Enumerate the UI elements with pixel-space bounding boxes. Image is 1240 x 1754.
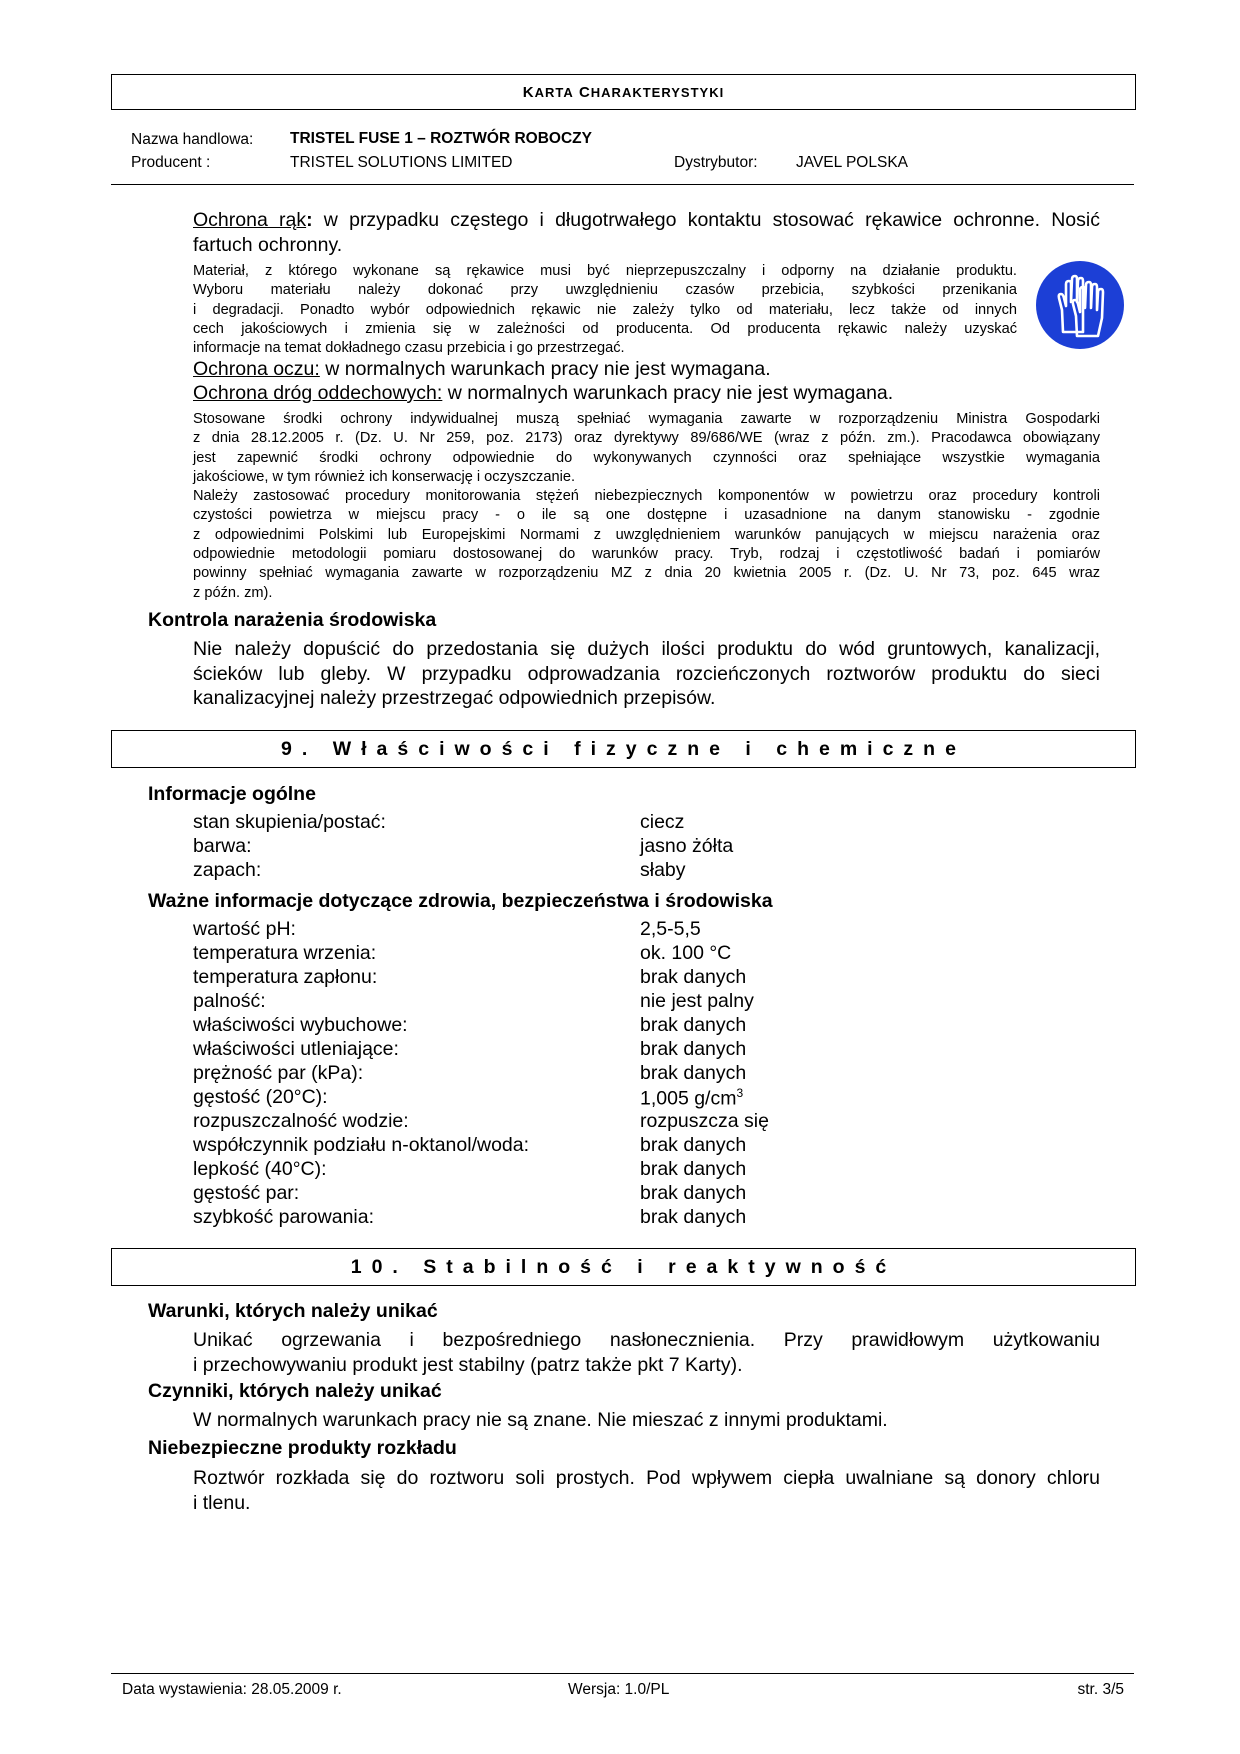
title-arta: ARTA (534, 84, 574, 100)
footer-divider (111, 1673, 1134, 1674)
glove-note-line: Materiał, z którego wykonane są rękawice musi być nieprzepuszczalny i odporny na działanie produktu. (193, 263, 1017, 279)
respiratory-protection-line (193, 381, 893, 406)
property-value-text: słaby (640, 859, 686, 881)
ppe-note-line: z dnia 28.12.2005 r. (Dz. U. Nr 259, poz. 2173) oraz dyrektywy 89/686/WE (wraz z późn. zm.). Pracodawca obowiązany (193, 430, 1100, 447)
monitoring-note-line: odpowiednie metodologii pomiaru dostosowanej do warunków pracy. Tryb, rodzaj i częstotliwość badań i pomiarów (193, 546, 1100, 563)
property-label: szybkość parowania: (193, 1206, 375, 1228)
property-value-text: brak danych (640, 1182, 747, 1204)
distributor-value: JAVEL POLSKA (796, 154, 908, 171)
avoid-conditions-line: i przechowywaniu produkt jest stabilny (patrz także pkt 7 Karty). (193, 1353, 743, 1376)
property-value-superscript: 3 (736, 1086, 744, 1100)
property-value (640, 811, 684, 834)
property-label: gęstość par: (193, 1182, 300, 1204)
property-label: wartość pH: (193, 918, 296, 940)
property-label: rozpuszczalność wodzie: (193, 1110, 409, 1132)
glove-note-line: i degradacji. Ponadto wybór odpowiednich rękawic nie zależy tylko od materiału, lecz także od innych (193, 301, 1017, 318)
ppe-note-line: Stosowane środki ochrony indywidualnej muszą spełniać wymagania zawarte w rozporządzeniu Ministra Gospodarki (193, 411, 1100, 427)
property-value (640, 966, 746, 989)
env-control-paragraph (193, 637, 1100, 711)
producer-label: Producent : (131, 154, 211, 171)
property-value (640, 1062, 746, 1085)
title-k: K (522, 83, 535, 101)
property-label: temperatura wrzenia: (193, 942, 377, 964)
property-value-text: brak danych (640, 1062, 747, 1084)
property-value (640, 942, 731, 965)
decomposition-line: Roztwór rozkłada się do roztworu soli prostych. Pod wpływem ciepła uwalniane są donory chloru (193, 1467, 1100, 1489)
property-label: palność: (193, 990, 266, 1012)
property-value-text: jasno żółta (640, 835, 734, 857)
monitoring-note-line: z późn. zm). (193, 584, 273, 601)
env-control-line: ścieków lub gleby. W przypadku odprowadzania rozcieńczonych roztworów produktu do sieci (193, 662, 1100, 685)
issue-date: Data wystawienia: 28.05.2009 r. (122, 1681, 342, 1698)
eye-protection-label: Ochrona oczu: (193, 358, 320, 380)
property-value-text: brak danych (640, 1134, 747, 1156)
distributor-label: Dystrybutor: (674, 154, 758, 171)
ppe-regulation-note (193, 410, 1100, 603)
property-label: temperatura zapłonu: (193, 966, 378, 988)
header-divider (111, 184, 1134, 185)
property-label: barwa: (193, 835, 252, 857)
property-value (640, 1158, 746, 1181)
property-label: zapach: (193, 859, 262, 881)
hand-protection-colon: : (306, 209, 313, 231)
avoid-agents-text: W normalnych warunkach pracy nie są znane. Nie mieszać z innymi produktami. (193, 1409, 888, 1431)
glove-note-line: cech jakościowych i zmienia się w zależności od producenta. Od producenta rękawic należy uzyskać (193, 320, 1017, 337)
env-control-heading: Kontrola narażenia środowiska (148, 609, 437, 631)
property-value (640, 1038, 746, 1061)
avoid-agents-heading: Czynniki, których należy unikać (148, 1380, 442, 1402)
property-label: stan skupienia/postać: (193, 811, 386, 833)
gloves-icon (1035, 260, 1125, 350)
property-value-text: brak danych (640, 966, 747, 988)
glove-material-note (193, 262, 1017, 358)
respiratory-protection-label: Ochrona dróg oddechowych: (193, 382, 443, 404)
env-control-line: Nie należy dopuścić do przedostania się dużych ilości produktu do wód gruntowych, kanalizacji, (193, 638, 1100, 660)
title-harakterystyki: HARAKTERYSTYKI (590, 84, 725, 100)
property-label: gęstość (20°C): (193, 1086, 328, 1108)
trade-name-value: TRISTEL FUSE 1 – ROZTWÓR ROBOCZY (290, 130, 592, 147)
eye-protection-line (193, 357, 771, 382)
title-c: C (578, 83, 591, 101)
property-value-text: ciecz (640, 811, 685, 833)
decomposition-heading: Niebezpieczne produkty rozkładu (148, 1437, 457, 1459)
property-value (640, 1134, 746, 1157)
property-value-text: ok. 100 °C (640, 942, 732, 964)
avoid-conditions-heading: Warunki, których należy unikać (148, 1300, 438, 1322)
glove-note-line: informacje na temat dokładnego czasu przebicia i go przestrzegać. (193, 340, 625, 357)
important-info-heading: Ważne informacje dotyczące zdrowia, bezpieczeństwa i środowiska (148, 890, 773, 912)
section-10-header: 10. Stabilność i reaktywność (111, 1248, 1136, 1286)
monitoring-note-line: powinny spełniać wymagania zawarte w rozporządzeniu MZ z dnia 20 kwietnia 2005 r. (Dz. U. Nr 73, poz. 645 wraz (193, 565, 1100, 582)
property-value-text: rozpuszcza się (640, 1110, 769, 1132)
decomposition-line: i tlenu. (193, 1491, 251, 1514)
version: Wersja: 1.0/PL (568, 1681, 670, 1698)
decomposition-paragraph (193, 1466, 1100, 1515)
property-value (640, 1110, 769, 1133)
env-control-line: kanalizacyjnej należy przestrzegać odpowiednich przepisów. (193, 687, 716, 709)
producer-value: TRISTEL SOLUTIONS LIMITED (290, 154, 513, 171)
property-value (640, 835, 733, 858)
property-value (640, 918, 701, 941)
respiratory-protection-text: w normalnych warunkach pracy nie jest wymagana. (442, 382, 894, 404)
property-value (640, 859, 686, 882)
general-info-heading: Informacje ogólne (148, 783, 316, 805)
trade-name-label: Nazwa handlowa: (131, 131, 254, 148)
property-value-text: brak danych (640, 1014, 747, 1036)
property-value (640, 1182, 746, 1205)
avoid-conditions-line: Unikać ogrzewania i bezpośredniego nasłonecznienia. Przy prawidłowym użytkowaniu (193, 1329, 1100, 1351)
document-title (111, 74, 1136, 110)
property-value-text: brak danych (640, 1038, 747, 1060)
property-value (640, 1086, 743, 1111)
property-value (640, 1206, 746, 1229)
hand-protection-text: w przypadku częstego i długotrwałego kontaktu stosować rękawice ochronne. Nosić fartuch ochronny. (193, 209, 1100, 256)
property-value-text: brak danych (640, 1206, 747, 1228)
property-value-text: 1,005 g/cm (640, 1087, 737, 1110)
ppe-note-line: jest zapewnić środki ochrony odpowiednie do wykonywanych czynności oraz spełniające wszystkie wymagania (193, 449, 1100, 466)
hand-protection-paragraph (193, 208, 1100, 257)
property-value-text: 2,5-5,5 (640, 918, 701, 940)
property-value (640, 1014, 746, 1037)
monitoring-note-line: Należy zastosować procedury monitorowania stężeń niebezpiecznych komponentów w powietrzu oraz procedury kontroli (193, 488, 1100, 505)
property-label: właściwości wybuchowe: (193, 1014, 408, 1036)
property-label: współczynnik podziału n-oktanol/woda: (193, 1134, 530, 1156)
property-label: prężność par (kPa): (193, 1062, 364, 1084)
eye-protection-text: w normalnych warunkach pracy nie jest wymagana. (319, 358, 771, 380)
monitoring-note-line: czystości powietrza w miejscu pracy - o ile są one dostępne i uzasadnione na danym stanowisku - zgodnie (193, 507, 1100, 524)
ppe-note-line: jakościowe, w tym również ich konserwację i oczyszczanie. (193, 468, 576, 485)
property-value-text: brak danych (640, 1158, 747, 1180)
glove-note-line: Wyboru materiału należy dokonać przy uwzględnieniu czasów przebicia, szybkości przenikania (193, 282, 1017, 299)
page-number: str. 3/5 (1077, 1681, 1124, 1698)
property-label: właściwości utleniające: (193, 1038, 399, 1060)
property-label: lepkość (40°C): (193, 1158, 327, 1180)
monitoring-note-line: z odpowiednimi Polskimi lub Europejskimi Normami z uwzględnieniem warunków panujących w miejscu narażenia oraz (193, 526, 1100, 543)
hand-protection-label: Ochrona rąk (193, 209, 307, 231)
property-value-text: nie jest palny (640, 990, 754, 1012)
avoid-conditions-paragraph (193, 1328, 1100, 1377)
property-value (640, 990, 754, 1013)
section-9-header: 9. Właściwości fizyczne i chemiczne (111, 730, 1136, 768)
